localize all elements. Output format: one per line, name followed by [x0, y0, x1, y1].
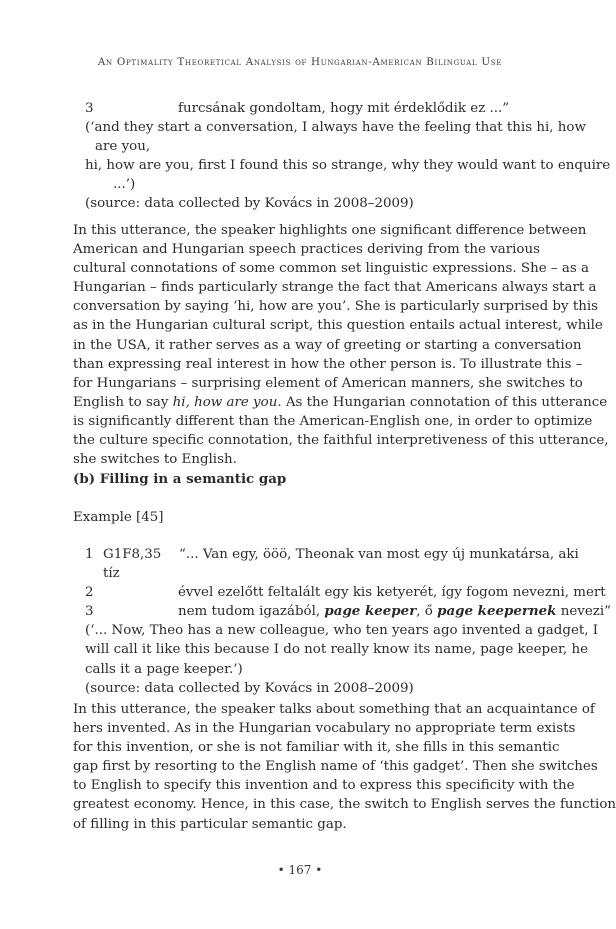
translation-line: will call it like this because I do not really know its name, page keeper, he — [85, 642, 588, 658]
text-line: as in the Hungarian cultural script, this question entails actual interest, while — [73, 318, 603, 334]
text-line: cultural connotations of some common set linguistic expressions. She – as a — [73, 261, 589, 277]
text-line: In this utterance, the speaker highlights one significant difference between — [73, 223, 587, 238]
text-line: for this invention, or she is not familiar with it, she fills in this semantic — [73, 740, 560, 756]
section-heading: (b) Filling in a semantic gap — [73, 471, 287, 487]
speaker-code: G1F8,35 — [103, 547, 162, 562]
running-header: An Optimality Theoretical Analysis of Hungarian-American Bilingual Use — [97, 56, 503, 68]
example-line-3: 3 furcsának gondoltam, hogy mit érdeklődik ez ...” — [85, 101, 510, 116]
paragraph-1 — [73, 221, 609, 469]
text-line: is significantly different than the American-English one, in order to optimize — [73, 413, 593, 429]
text-line: for Hungarians – surprising element of American manners, she switches to — [73, 375, 583, 391]
text-line: American and Hungarian speech practices deriving from the various — [73, 242, 540, 258]
example-line-3: 3 nem tudom igazából, page keeper, ő page keepernek nevezi” — [85, 603, 611, 620]
text-line: gap first by resorting to the English name of ‘this gadget’. Then she switches — [73, 759, 598, 775]
translation-line: hi, how are you, first I found this so strange, why they would want to enquire — [85, 158, 611, 174]
text-line: hers invented. As in the Hungarian vocabulary no appropriate term exists — [73, 721, 576, 737]
example-45 — [73, 545, 611, 698]
text-line: conversation by saying ‘hi, how are you’. She is particularly surprised by this — [73, 299, 598, 315]
translation-line: are you, — [95, 139, 151, 155]
text-line: English to say hi, how are you. As the Hungarian connotation of this utterance — [73, 394, 608, 410]
text-line: in the USA, it rather serves as a way of greeting or starting a conversation — [73, 337, 582, 353]
source-note: (source: data collected by Kovács in 2008–2009) — [85, 196, 414, 212]
translation-line: ...’) — [113, 177, 136, 193]
text-line: to English to specify this invention and to express this specificity with the — [73, 778, 575, 794]
example-line-1: 1 G1F8,35 “... Van egy, ööö, Theonak van most egy új munkatársa, aki — [73, 545, 527, 564]
page-number: • 167 • — [277, 863, 323, 877]
translation-line: calls it a page keeper.’) — [85, 661, 243, 677]
example-continuation — [73, 99, 611, 214]
text-line: than expressing real interest in how the other person is. To illustrate this – — [73, 356, 583, 372]
text-line: Hungarian – finds particularly strange the fact that Americans always start a — [73, 280, 597, 296]
translation-line: (‘and they start a conversation, I always have the feeling that this hi, how — [85, 120, 586, 136]
example-label: Example [45] — [73, 510, 164, 525]
paragraph-2 — [73, 700, 616, 834]
text-line: In this utterance, the speaker talks about something that an acquaintance of — [73, 702, 595, 717]
translation-line: (‘... Now, Theo has a new colleague, who ten years ago invented a gadget, I — [85, 623, 599, 639]
source-note: (source: data collected by Kovács in 2008–2009) — [85, 680, 414, 696]
example-line-1-cont: tíz — [103, 566, 120, 582]
text-line: greatest economy. Hence, in this case, the switch to English serves the function — [73, 797, 616, 813]
text-line: she switches to English. — [73, 452, 237, 468]
text-line: of filling in this particular semantic gap. — [73, 816, 347, 832]
example-line-2: 2 évvel ezelőtt feltalált egy kis ketyerét, így fogom nevezni, mert — [85, 585, 606, 601]
text-line: the culture specific connotation, the faithful interpretiveness of this utterance, — [73, 433, 609, 449]
